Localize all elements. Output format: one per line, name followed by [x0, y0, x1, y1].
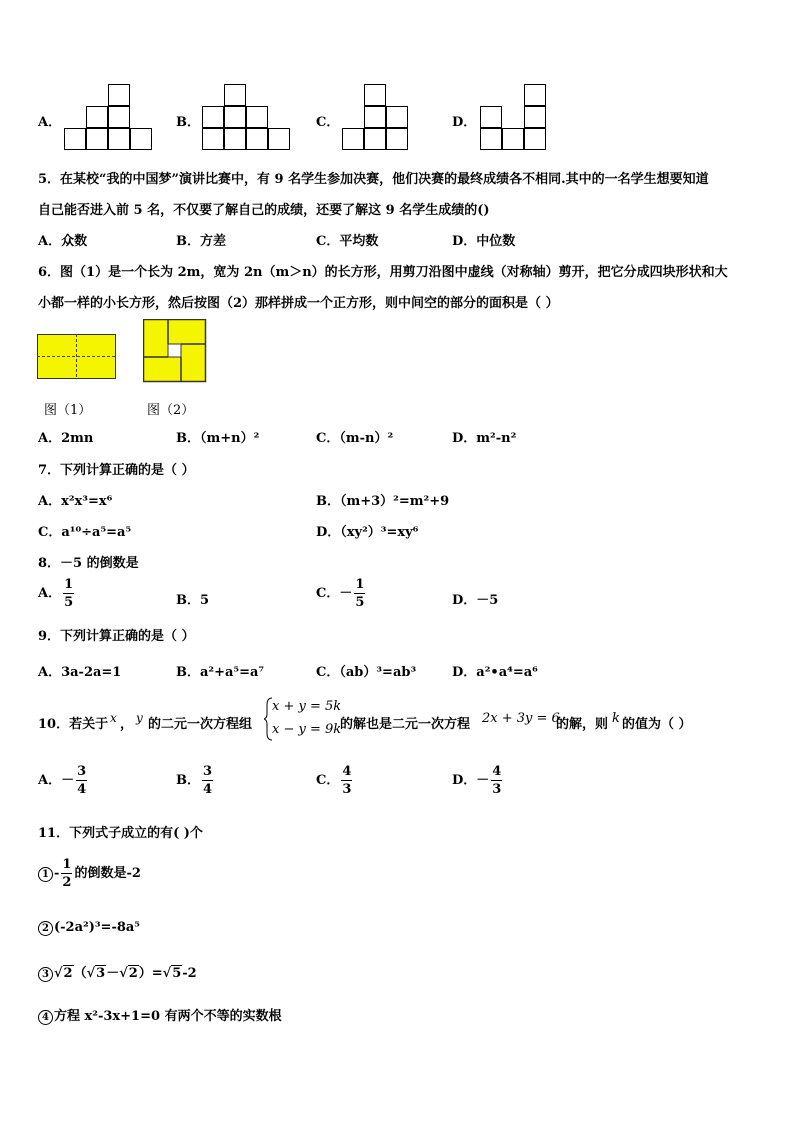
q5-option-b: B．方差 [176, 234, 226, 249]
q10-stem-suffix: 的值为（ ） [622, 717, 692, 732]
q4-option-d-label: D． [452, 115, 477, 130]
q8-option-c: C．－ $\frac{1}{5}$ [316, 577, 365, 610]
q5-option-c: C．平均数 [316, 234, 379, 249]
q11-stem: 11．下列式子成立的有( )个 [38, 826, 203, 841]
q9-option-d: D．a²•a⁴=a⁶ [452, 665, 538, 680]
q11-item-1: 1 - $\frac{1}{2}$ 的倒数是-2 [38, 858, 141, 889]
q8-option-d: D．－5 [452, 593, 499, 608]
q4-option-c-label: C． [316, 115, 340, 130]
q5-option-d: D．中位数 [452, 234, 516, 249]
q7-option-d: D．（xy²）³=xy⁶ [316, 525, 419, 540]
q11-item-4: 4 方程 x²-3x+1=0 有两个不等的实数根 [38, 1005, 282, 1025]
q11-item-3-mark: 3 [38, 967, 53, 982]
q6-option-b: B．（m+n）² [176, 431, 260, 446]
q6-figure-2 [143, 319, 207, 383]
q9-stem: 9．下列计算正确的是（ ） [38, 629, 195, 644]
q6-option-a: A．2mn [38, 431, 94, 446]
q6-line2: 小都一样的小长方形，然后按图（2）那样拼成一个正方形，则中间空的部分的面积是（ ） [38, 296, 559, 311]
q10-option-c: C． $\frac{4}{3}$ [316, 764, 352, 797]
q11-item-4-mark: 4 [38, 1010, 53, 1025]
q10-var-x: x [110, 711, 117, 725]
q6-option-c: C．（m-n）² [316, 431, 394, 446]
q10-stem-mid3: 的解，则 [556, 717, 609, 732]
q4-option-a-label: A． [38, 115, 62, 130]
q11-item-1-mark: 1 [38, 867, 53, 882]
q7-option-b: B．（m+3）²=m²+9 [316, 494, 450, 509]
q10-equation-1: x + y = 5k [272, 699, 342, 714]
q5-option-a: A．众数 [38, 234, 88, 249]
q10-sep: ， [120, 717, 134, 732]
q11-item-2: 2 (-2a²)³=-8a⁵ [38, 920, 140, 936]
q10-var-k: k [612, 711, 620, 726]
q10-option-d: D．－ $\frac{4}{3}$ [452, 764, 502, 797]
q8-option-a: A． $\frac{1}{5}$ [38, 577, 74, 610]
q5-line2: 自己能否进入前 5 名，不仅要了解自己的成绩，还要了解这 9 名学生成绩的() [38, 203, 490, 218]
q6-figure-2-caption: 图（2） [147, 403, 195, 418]
q7-option-a: A．x²x³=x⁶ [38, 494, 113, 509]
q6-option-d: D．m²-n² [452, 431, 517, 446]
q6-line1: 6．图（1）是一个长为 2m，宽为 2n（m＞n）的长方形，用剪刀沿图中虚线（对称轴）剪开，把它分成四块形状和大 [38, 265, 728, 280]
q11-item-2-mark: 2 [38, 921, 53, 936]
q11-item-3: 3 √2（√3－√2）=√5-2 [38, 962, 197, 982]
q6-figure-1-caption: 图（1） [44, 403, 92, 418]
q10-option-a: A．－ $\frac{3}{4}$ [38, 764, 87, 797]
q9-option-a: A．3a-2a=1 [38, 665, 122, 680]
q8-option-b: B．5 [176, 593, 210, 608]
q7-stem: 7．下列计算正确的是（ ） [38, 463, 195, 478]
q9-option-b: B．a²+a⁵=a⁷ [176, 665, 265, 680]
q10-stem-mid: 的二元一次方程组 [148, 717, 253, 732]
q10-var-y: y [136, 711, 143, 725]
q10-stem-mid2: 的解也是二元一次方程 [340, 717, 471, 732]
q5-line1: 5．在某校“我的中国梦”演讲比赛中，有 9 名学生参加决赛，他们决赛的最终成绩各不相同.其中的一名学生想要知道 [38, 172, 709, 187]
q10-option-b: B． $\frac{3}{4}$ [176, 764, 213, 797]
q8-stem: 8．－5 的倒数是 [38, 556, 139, 571]
q9-option-c: C．（ab）³=ab³ [316, 665, 417, 680]
q10-equation-3: 2x + 3y = 6 [482, 711, 560, 726]
q4-option-b-label: B． [176, 115, 200, 130]
q6-figure-1 [37, 334, 117, 380]
q10-stem-prefix: 10．若关于 [38, 717, 109, 732]
q10-equation-2: x − y = 9k [272, 722, 342, 737]
q7-option-c: C．a¹⁰÷a⁵=a⁵ [38, 525, 132, 540]
